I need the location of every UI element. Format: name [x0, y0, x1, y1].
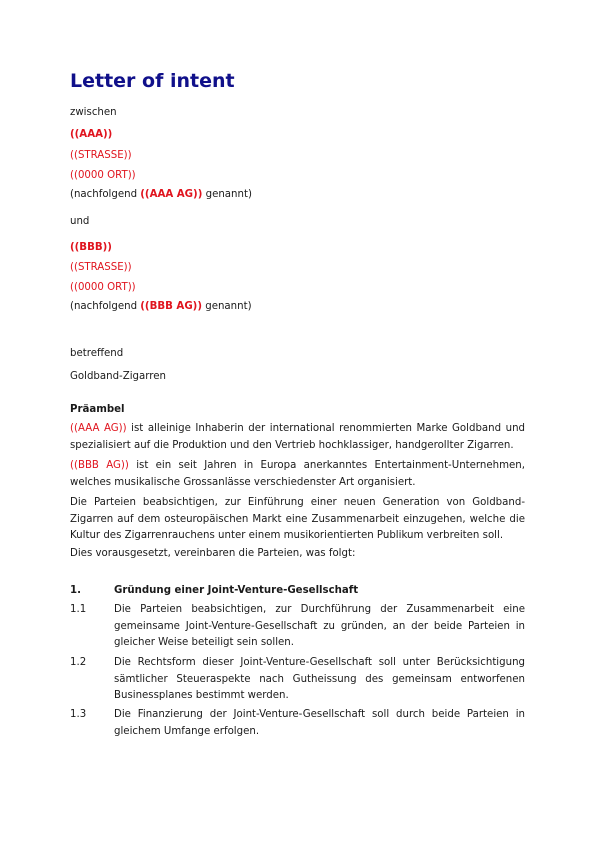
- party-a-short-name: ((AAA AG)): [140, 189, 203, 200]
- hereinafter-suffix: genannt): [202, 301, 252, 312]
- between-label: zwischen: [70, 107, 117, 118]
- clause-text: Die Finanzierung der Joint-Venture-Gesellschaft soll durch beide Parteien in gleichem Umfange erfolgen.: [114, 709, 525, 737]
- clause-text: Die Rechtsform dieser Joint-Venture-Gesellschaft soll unter Berücksichtigung sämtlicher Steueraspekte nach Gutheissung des gemeinsam entworfenen Businessplanes bestimmt werden.: [114, 657, 525, 702]
- party-b-city: ((0000 ORT)): [70, 282, 136, 293]
- party-a-reference: ((AAA AG)): [70, 423, 127, 434]
- subject-line: Goldband-Zigarren: [70, 371, 166, 382]
- party-b-street: ((STRASSE)): [70, 262, 132, 273]
- paragraph-text: ist ein seit Jahren in Europa anerkanntes Entertainment-Unternehmen, welches musikalische Grossanlässe verschiedenster Art organisiert.: [70, 460, 525, 488]
- clause-number: 1.2: [70, 657, 87, 668]
- party-a-city: ((0000 ORT)): [70, 170, 136, 181]
- paragraph-text: ist alleinige Inhaberin der international renommierten Marke Goldband und spezialisiert auf die Produktion und den Vertrieb hochklassiger, handgerollter Zigarren.: [70, 423, 525, 451]
- clause-number: 1.1: [70, 604, 87, 615]
- preamble-paragraph-2: [70, 458, 525, 491]
- hereinafter-prefix: (nachfolgend: [70, 189, 141, 200]
- preamble-heading: Präambel: [70, 404, 125, 415]
- party-b-hereinafter: [70, 300, 252, 314]
- section-number: 1.: [70, 585, 81, 596]
- party-a-street: ((STRASSE)): [70, 150, 132, 161]
- party-b-short-name: ((BBB AG)): [140, 301, 202, 312]
- preamble-paragraph-3: Die Parteien beabsichtigen, zur Einführung einer neuen Generation von Goldband-Zigarren auf dem osteuropäischen Markt eine Zusammenarbeit einzugehen, welche die Kultur des Zigarrenrauchens unter einem musikorientierten Publikum verbreiten soll.: [70, 497, 525, 542]
- section-heading: Gründung einer Joint-Venture-Gesellschaft: [114, 585, 359, 596]
- party-a-name: ((AAA)): [70, 129, 113, 140]
- hereinafter-prefix: (nachfolgend: [70, 301, 141, 312]
- party-a-hereinafter: [70, 188, 252, 202]
- hereinafter-suffix: genannt): [202, 189, 252, 200]
- preamble-paragraph-4: Dies vorausgesetzt, vereinbaren die Parteien, was folgt:: [70, 548, 356, 559]
- and-label: und: [70, 216, 90, 227]
- document-title: Letter of intent: [70, 70, 235, 92]
- concerning-label: betreffend: [70, 348, 124, 359]
- clause-number: 1.3: [70, 709, 87, 720]
- preamble-paragraph-1: [70, 421, 525, 454]
- party-b-reference: ((BBB AG)): [70, 460, 129, 471]
- party-b-name: ((BBB)): [70, 242, 112, 253]
- clause-text: Die Parteien beabsichtigen, zur Durchführung der Zusammenarbeit eine gemeinsame Joint-Venture-Gesellschaft zu gründen, an der beide Parteien in gleicher Weise beteiligt sein sollen.: [114, 604, 525, 649]
